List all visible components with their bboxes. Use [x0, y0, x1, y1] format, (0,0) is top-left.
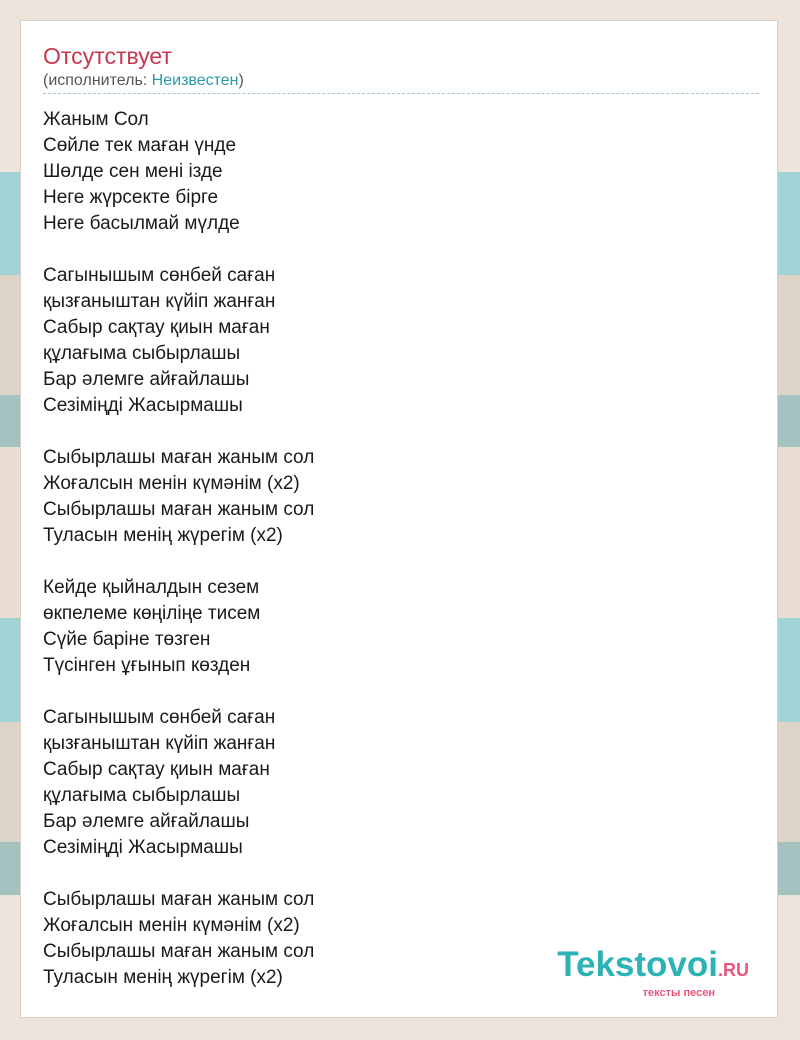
lyric-line: Неге жүрсекте бірге [43, 187, 219, 208]
lyric-line: құлағыма сыбырлашы [43, 785, 241, 806]
lyric-line: Сабыр сақтау қиын маған [43, 317, 270, 338]
lyric-line: Сыбырлашы маған жаным сол [43, 941, 315, 962]
lyric-line: өкпелеме көңіліңе тисем [43, 603, 261, 624]
lyric-line: Бар әлемге айғайлашы [43, 811, 250, 832]
lyric-line: Жоғалсын менін күмәнім (х2) [43, 473, 300, 494]
stanza-gap [43, 679, 743, 705]
artist-prefix: (исполнитель: [43, 72, 152, 89]
stanza-gap [43, 237, 743, 263]
lyric-line: Сагынышым сөнбей саған [43, 265, 276, 286]
logo-wordmark [557, 945, 749, 987]
lyrics-card [20, 20, 778, 1018]
song-title: Отсутствует [43, 43, 172, 69]
lyric-line: Сабыр сақтау қиын маған [43, 759, 270, 780]
lyric-line: Сүйе баріне төзген [43, 629, 211, 650]
lyric-line: Жаным Сол [43, 109, 149, 130]
lyric-line: Түсінген ұғынып көзден [43, 655, 251, 676]
lyric-line: Неге басылмай мүлде [43, 213, 240, 234]
stanza-gap [43, 419, 743, 445]
lyric-line: Кейде қыйналдын сезем [43, 577, 260, 598]
lyric-line: Сыбырлашы маған жаным сол [43, 499, 315, 520]
lyric-line: Шөлде сен мені ізде [43, 161, 223, 182]
lyric-line: Сөйле тек маған үнде [43, 135, 237, 156]
lyric-line: құлағыма сыбырлашы [43, 343, 241, 364]
lyric-line: Бар әлемге айғайлашы [43, 369, 250, 390]
artist-line [43, 72, 244, 90]
stanza-gap [43, 861, 743, 887]
lyrics-body [43, 107, 743, 991]
logo-suffix: .RU [718, 960, 749, 980]
stanza-gap [43, 549, 743, 575]
lyric-line: Сыбырлашы маған жаным сол [43, 447, 315, 468]
lyric-line: Туласын менің жүрегім (х2) [43, 525, 283, 546]
title-divider [43, 93, 759, 94]
lyric-line: Жоғалсын менін күмәнім (х2) [43, 915, 300, 936]
lyric-line: қызғаныштан күйіп жанған [43, 291, 276, 312]
logo-name: Tekstovoi [557, 945, 718, 984]
logo-tagline: тексты песен [642, 987, 715, 999]
artist-link[interactable]: Неизвестен [151, 72, 239, 89]
lyric-line: Сагынышым сөнбей саған [43, 707, 276, 728]
lyric-line: Сезіміңді Жасырмашы [43, 395, 243, 416]
artist-suffix: ) [238, 72, 244, 89]
lyric-line: Туласын менің жүрегім (х2) [43, 967, 283, 988]
lyric-line: қызғаныштан күйіп жанған [43, 733, 276, 754]
lyric-line: Сыбырлашы маған жаным сол [43, 889, 315, 910]
site-logo[interactable] [557, 945, 749, 999]
lyric-line: Сезіміңді Жасырмашы [43, 837, 243, 858]
